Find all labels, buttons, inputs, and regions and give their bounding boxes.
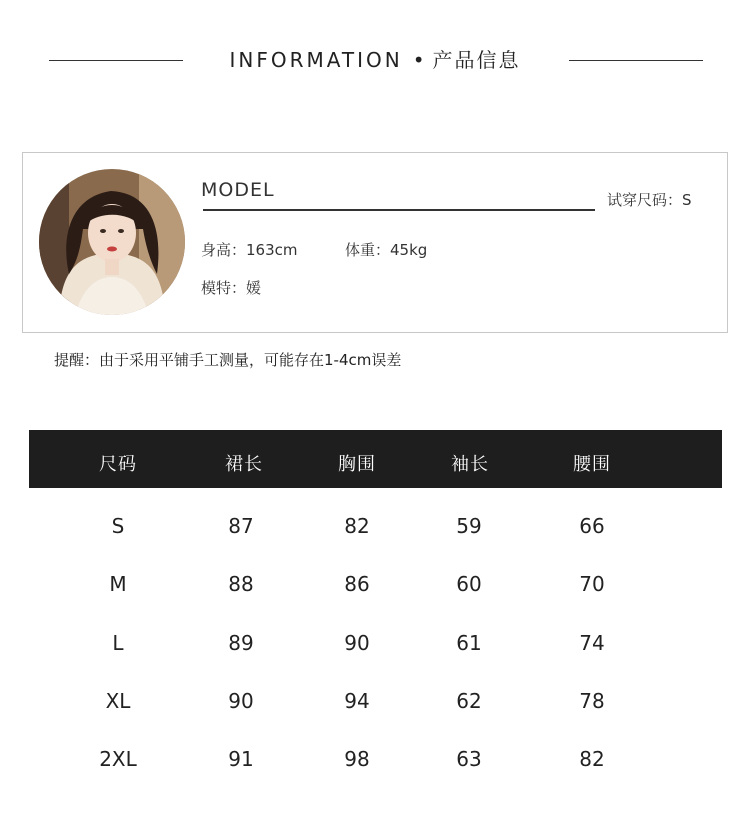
model-avatar [39,169,185,315]
model-height: 身高：163cm [201,241,298,259]
cell-sleeve-length: 63 [456,747,482,771]
header-waist: 腰围 [573,454,611,475]
model-name: 模特：媛 [201,279,262,297]
model-underline [203,209,595,211]
model-weight: 体重：45kg [345,241,428,259]
trial-size: 试穿尺码：S [607,191,692,209]
cell-sleeve-length: 60 [456,572,482,596]
cell-bust: 90 [344,631,370,655]
header-bust: 胸围 [338,454,376,475]
model-label: MODEL [201,179,275,201]
size-table-header [29,430,722,488]
cell-bust: 86 [344,572,370,596]
header-size: 尺码 [99,454,137,475]
cell-bust: 94 [344,689,370,713]
cell-size: XL [105,689,131,713]
cell-sleeve-length: 59 [456,514,482,538]
cell-waist: 70 [579,572,605,596]
header-sleeve-length: 袖长 [451,454,489,475]
model-card [22,152,728,333]
section-title-en: INFORMATION [229,48,403,72]
model-photo [39,169,185,315]
cell-waist: 82 [579,747,605,771]
cell-skirt-length: 89 [228,631,254,655]
cell-skirt-length: 87 [228,514,254,538]
cell-skirt-length: 91 [228,747,254,771]
cell-waist: 78 [579,689,605,713]
cell-size: L [112,631,124,655]
cell-waist: 66 [579,514,605,538]
cell-size: S [111,514,125,538]
cell-skirt-length: 90 [228,689,254,713]
cell-sleeve-length: 62 [456,689,482,713]
measurement-note: 提醒：由于采用平铺手工测量，可能存在1-4cm误差 [54,351,402,369]
cell-waist: 74 [579,631,605,655]
title-separator: • [412,48,427,72]
cell-bust: 98 [344,747,370,771]
header-skirt-length: 裙长 [225,454,263,475]
cell-sleeve-length: 61 [456,631,482,655]
cell-size: M [109,572,127,596]
cell-bust: 82 [344,514,370,538]
section-title [0,46,750,74]
section-title-cn: 产品信息 [432,48,521,72]
cell-skirt-length: 88 [228,572,254,596]
cell-size: 2XL [99,747,137,771]
